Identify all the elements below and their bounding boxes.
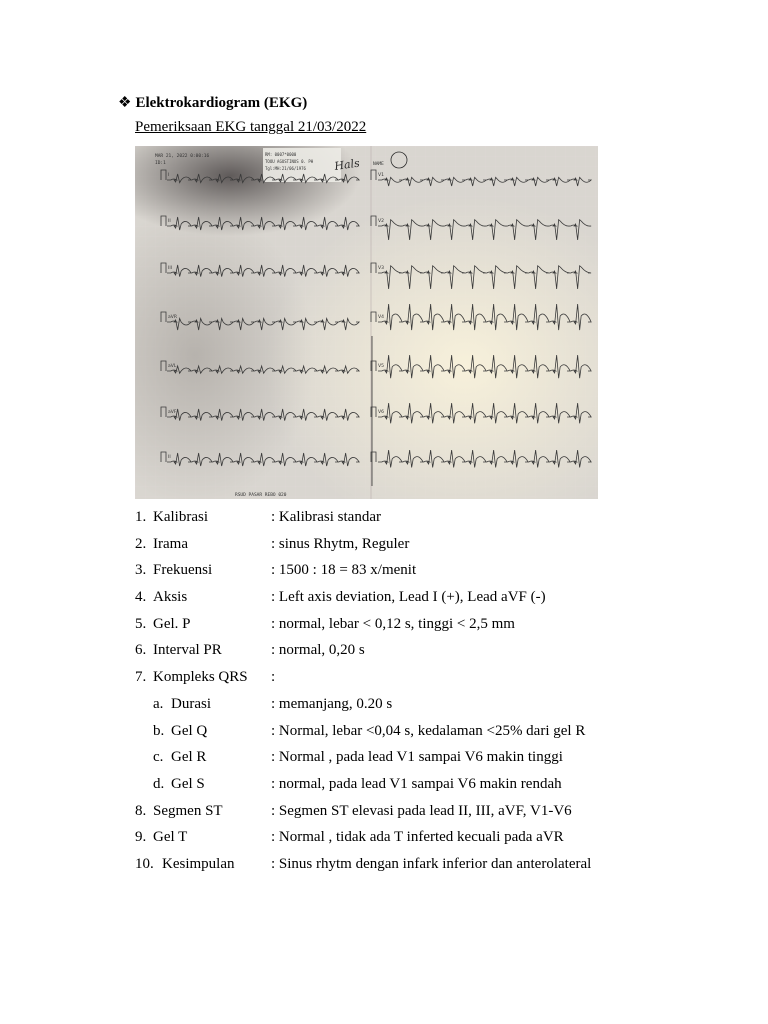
item-label: Gel Q [171,722,208,739]
ecg-lead-label: aVR [168,315,177,320]
heading-text: Elektrokardiogram (EKG) [135,95,308,111]
ecg-lead-label: II [168,455,171,460]
ecg-patient-dob: Tgl:MH:21/06/1976 [265,166,306,171]
list-subitem-gel-s [135,774,755,801]
list-item-frekuensi [135,560,755,587]
section-heading [118,93,307,112]
item-value: : normal, 0,20 s [271,642,365,659]
item-number: 4. [135,589,147,606]
item-value: : 1500 : 18 = 83 x/menit [271,562,417,579]
item-value: : Segmen ST elevasi pada lead II, III, aVF, V1-V6 [271,802,572,819]
exam-date-subheading: Pemeriksaan EKG tanggal 21/03/2022 [135,119,367,135]
item-number: a. [153,695,164,712]
list-item-aksis [135,587,755,614]
item-number: 8. [135,802,147,819]
item-value: : Kalibrasi standar [271,509,381,525]
list-item-gel-p [135,614,755,641]
item-value: : sinus Rhytm, Reguler [271,535,410,552]
list-subitem-durasi [135,694,755,721]
ecg-lead-label: II [168,219,171,224]
item-number: b. [153,722,165,739]
item-number: 7. [135,669,147,686]
list-item-gel-t [135,827,755,854]
list-item-segmen-st [135,801,755,828]
item-value: : [271,669,276,686]
ekg-findings-list [135,507,755,881]
list-item-irama [135,534,755,561]
item-number: 5. [135,615,147,632]
item-value: : Sinus rhytm dengan infark inferior dan anterolateral [271,855,592,872]
item-label: Irama [153,535,188,552]
item-label: Kalibrasi [153,509,208,525]
item-value: : Normal, lebar <0,04 s, kedalaman <25% dari gel R [271,722,586,739]
item-label: Kesimpulan [162,855,235,872]
ecg-name-label: NAME [373,162,384,167]
ecg-lead-label: V1 [378,173,384,178]
ecg-lead-label: V6 [378,410,384,415]
ecg-lead-label: V2 [378,219,384,224]
ecg-header-id: ID:1 [155,161,166,166]
ecg-lead-label: aVF [168,410,177,415]
item-number: d. [153,775,165,792]
item-label: Frekuensi [153,562,213,579]
item-value: : normal, lebar < 0,12 s, tinggi < 2,5 mm [271,615,515,632]
diamond-bullet-icon: ❖ [118,95,132,111]
ecg-footer: RSUD PASAR REBO 020 [235,493,287,498]
list-item-kesimpulan [135,854,755,881]
item-label: Durasi [171,695,211,712]
item-number: 6. [135,642,147,659]
item-number: c. [153,749,164,766]
item-label: Segmen ST [153,802,223,819]
item-value: : Left axis deviation, Lead I (+), Lead aVF (-) [271,589,546,606]
item-label: Interval PR [153,642,222,659]
item-label: Aksis [153,589,188,606]
ecg-lead-label: V4 [378,315,384,320]
item-label: Gel R [171,749,207,766]
list-item-kalibrasi [135,507,755,534]
item-number: 3. [135,562,147,579]
item-label: Gel S [171,775,205,792]
ecg-patient-rm: RM: 0007*0000 [265,152,297,157]
list-item-interval-pr [135,640,755,667]
item-number: 1. [135,509,147,525]
ecg-lead-label: V3 [378,266,384,271]
ecg-header-date: MAR 21, 2022 0:00:16 [155,154,210,159]
item-value: : normal, pada lead V1 sampai V6 makin rendah [271,775,562,792]
item-value: : Normal , tidak ada T inferted kecuali pada aVR [271,829,564,846]
ecg-lead-label: aVL [168,364,177,369]
list-subitem-gel-q [135,721,755,748]
ecg-handwritten-note: Hals [333,156,361,173]
list-item-kompleks-qrs [135,667,755,694]
item-label: Gel. P [153,615,191,632]
list-subitem-gel-r [135,747,755,774]
item-number: 2. [135,535,147,552]
item-value: : Normal , pada lead V1 sampai V6 makin tinggi [271,749,563,766]
item-label: Kompleks QRS [153,669,248,686]
item-number: 9. [135,829,147,846]
ecg-patient-name: TOOU AGUSTINUS 0. PH [265,159,314,164]
ecg-lead-label: III [168,266,172,271]
item-number: 10. [135,855,154,872]
ecg-lead-label: V5 [378,364,384,369]
ecg-photo [135,146,598,499]
ecg-lead-label: I [168,173,170,178]
item-value: : memanjang, 0.20 s [271,695,393,712]
item-label: Gel T [153,829,188,846]
